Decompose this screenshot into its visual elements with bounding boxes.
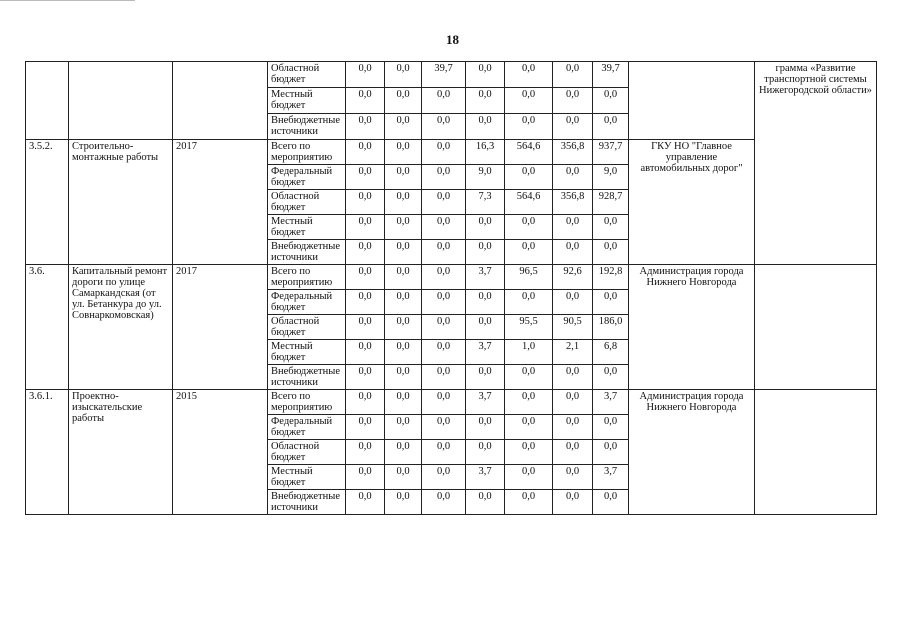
name-cell: Капитальный ремонт дороги по улице Самаркандская (от ул. Бетанкура до ул. Совнаркомовская) bbox=[69, 265, 173, 390]
executor-cell: Администрация города Нижнего Новгорода bbox=[629, 265, 755, 390]
value-cell: 0,0 bbox=[346, 340, 385, 365]
value-cell: 0,0 bbox=[553, 365, 593, 390]
value-cell: 0,0 bbox=[553, 490, 593, 515]
value-cell: 0,0 bbox=[422, 315, 466, 340]
year-cell: 2017 bbox=[173, 265, 268, 390]
value-cell: 3,7 bbox=[466, 390, 505, 415]
value-cell: 0,0 bbox=[553, 465, 593, 490]
value-cell: 16,3 bbox=[466, 140, 505, 165]
value-cell: 0,0 bbox=[593, 240, 629, 265]
value-cell: 0,0 bbox=[346, 140, 385, 165]
value-cell: 0,0 bbox=[385, 215, 422, 240]
value-cell: 0,0 bbox=[346, 62, 385, 88]
value-cell: 0,0 bbox=[553, 440, 593, 465]
value-cell: 564,6 bbox=[505, 190, 553, 215]
value-cell: 0,0 bbox=[466, 290, 505, 315]
value-cell: 0,0 bbox=[466, 114, 505, 140]
source-cell: Внебюджетные источники bbox=[268, 490, 346, 515]
value-cell: 0,0 bbox=[346, 165, 385, 190]
value-cell: 0,0 bbox=[553, 62, 593, 88]
source-cell: Местный бюджет bbox=[268, 340, 346, 365]
value-cell: 0,0 bbox=[385, 315, 422, 340]
value-cell: 0,0 bbox=[553, 215, 593, 240]
empty-cell bbox=[755, 390, 877, 515]
value-cell: 0,0 bbox=[466, 62, 505, 88]
value-cell: 3,7 bbox=[466, 340, 505, 365]
value-cell: 0,0 bbox=[466, 415, 505, 440]
value-cell: 0,0 bbox=[593, 290, 629, 315]
value-cell: 0,0 bbox=[422, 88, 466, 114]
value-cell: 0,0 bbox=[385, 62, 422, 88]
value-cell: 0,0 bbox=[505, 390, 553, 415]
value-cell: 0,0 bbox=[553, 165, 593, 190]
value-cell: 192,8 bbox=[593, 265, 629, 290]
value-cell: 0,0 bbox=[346, 190, 385, 215]
executor-cell: Администрация города Нижнего Новгорода bbox=[629, 390, 755, 515]
value-cell: 0,0 bbox=[505, 415, 553, 440]
value-cell: 0,0 bbox=[346, 490, 385, 515]
source-cell: Федеральный бюджет bbox=[268, 415, 346, 440]
value-cell: 0,0 bbox=[593, 215, 629, 240]
value-cell: 0,0 bbox=[593, 490, 629, 515]
value-cell: 0,0 bbox=[422, 415, 466, 440]
source-cell: Местный бюджет bbox=[268, 465, 346, 490]
value-cell: 3,7 bbox=[466, 465, 505, 490]
name-cell: Проектно-изыскательские работы bbox=[69, 390, 173, 515]
source-cell: Всего по мероприятию bbox=[268, 265, 346, 290]
value-cell: 0,0 bbox=[422, 465, 466, 490]
value-cell: 0,0 bbox=[385, 390, 422, 415]
source-cell: Местный бюджет bbox=[268, 88, 346, 114]
source-cell: Областной бюджет bbox=[268, 440, 346, 465]
value-cell: 0,0 bbox=[422, 140, 466, 165]
executor-cell: ГКУ НО "Главное управление автомобильных дорог" bbox=[629, 140, 755, 265]
value-cell: 0,0 bbox=[422, 390, 466, 415]
value-cell: 0,0 bbox=[553, 390, 593, 415]
value-cell: 0,0 bbox=[385, 190, 422, 215]
source-cell: Областной бюджет bbox=[268, 315, 346, 340]
code-cell: 3.6.1. bbox=[26, 390, 69, 515]
value-cell: 0,0 bbox=[346, 315, 385, 340]
value-cell: 0,0 bbox=[422, 440, 466, 465]
value-cell: 1,0 bbox=[505, 340, 553, 365]
year-cell bbox=[173, 62, 268, 140]
value-cell: 0,0 bbox=[553, 415, 593, 440]
value-cell: 0,0 bbox=[466, 240, 505, 265]
table-row bbox=[26, 62, 877, 88]
value-cell: 0,0 bbox=[593, 365, 629, 390]
code-cell bbox=[26, 62, 69, 140]
value-cell: 0,0 bbox=[505, 165, 553, 190]
side-note-cell: грамма «Развитие транспортной системы Нижегородской области» bbox=[755, 62, 877, 265]
year-cell: 2017 bbox=[173, 140, 268, 265]
value-cell: 0,0 bbox=[466, 88, 505, 114]
value-cell: 928,7 bbox=[593, 190, 629, 215]
value-cell: 0,0 bbox=[422, 190, 466, 215]
table-row bbox=[26, 140, 877, 165]
table-row bbox=[26, 265, 877, 290]
value-cell: 186,0 bbox=[593, 315, 629, 340]
value-cell: 0,0 bbox=[505, 114, 553, 140]
value-cell: 0,0 bbox=[385, 290, 422, 315]
value-cell: 0,0 bbox=[422, 240, 466, 265]
value-cell: 95,5 bbox=[505, 315, 553, 340]
value-cell: 0,0 bbox=[346, 415, 385, 440]
value-cell: 0,0 bbox=[505, 62, 553, 88]
value-cell: 0,0 bbox=[422, 165, 466, 190]
value-cell: 0,0 bbox=[422, 114, 466, 140]
value-cell: 0,0 bbox=[385, 365, 422, 390]
value-cell: 0,0 bbox=[553, 88, 593, 114]
value-cell: 356,8 bbox=[553, 140, 593, 165]
value-cell: 0,0 bbox=[505, 490, 553, 515]
value-cell: 0,0 bbox=[346, 114, 385, 140]
code-cell: 3.6. bbox=[26, 265, 69, 390]
value-cell: 0,0 bbox=[346, 390, 385, 415]
value-cell: 356,8 bbox=[553, 190, 593, 215]
value-cell: 937,7 bbox=[593, 140, 629, 165]
value-cell: 0,0 bbox=[385, 140, 422, 165]
value-cell: 6,8 bbox=[593, 340, 629, 365]
value-cell: 0,0 bbox=[466, 490, 505, 515]
value-cell: 0,0 bbox=[593, 114, 629, 140]
value-cell: 9,0 bbox=[466, 165, 505, 190]
value-cell: 9,0 bbox=[593, 165, 629, 190]
value-cell: 0,0 bbox=[553, 290, 593, 315]
value-cell: 0,0 bbox=[505, 440, 553, 465]
value-cell: 564,6 bbox=[505, 140, 553, 165]
value-cell: 0,0 bbox=[346, 88, 385, 114]
value-cell: 2,1 bbox=[553, 340, 593, 365]
value-cell: 39,7 bbox=[593, 62, 629, 88]
value-cell: 90,5 bbox=[553, 315, 593, 340]
value-cell: 0,0 bbox=[346, 290, 385, 315]
value-cell: 0,0 bbox=[553, 240, 593, 265]
name-cell: Строительно-монтажные работы bbox=[69, 140, 173, 265]
value-cell: 0,0 bbox=[466, 440, 505, 465]
empty-cell bbox=[755, 265, 877, 390]
source-cell: Внебюджетные источники bbox=[268, 114, 346, 140]
value-cell: 0,0 bbox=[505, 290, 553, 315]
value-cell: 0,0 bbox=[385, 265, 422, 290]
source-cell: Областной бюджет bbox=[268, 190, 346, 215]
code-cell: 3.5.2. bbox=[26, 140, 69, 265]
value-cell: 0,0 bbox=[385, 490, 422, 515]
value-cell: 92,6 bbox=[553, 265, 593, 290]
value-cell: 0,0 bbox=[346, 440, 385, 465]
page-number: 18 bbox=[446, 32, 459, 47]
source-cell: Всего по мероприятию bbox=[268, 140, 346, 165]
value-cell: 39,7 bbox=[422, 62, 466, 88]
source-cell: Областной бюджет bbox=[268, 62, 346, 88]
value-cell: 0,0 bbox=[505, 240, 553, 265]
value-cell: 0,0 bbox=[422, 290, 466, 315]
value-cell: 0,0 bbox=[385, 415, 422, 440]
scan-edge-line bbox=[0, 0, 135, 1]
value-cell: 0,0 bbox=[385, 340, 422, 365]
budget-table bbox=[25, 61, 877, 515]
value-cell: 0,0 bbox=[593, 440, 629, 465]
value-cell: 0,0 bbox=[385, 440, 422, 465]
year-cell: 2015 bbox=[173, 390, 268, 515]
value-cell: 0,0 bbox=[346, 465, 385, 490]
value-cell: 0,0 bbox=[346, 265, 385, 290]
value-cell: 0,0 bbox=[505, 465, 553, 490]
value-cell: 0,0 bbox=[505, 365, 553, 390]
source-cell: Местный бюджет bbox=[268, 215, 346, 240]
value-cell: 0,0 bbox=[505, 215, 553, 240]
value-cell: 3,7 bbox=[466, 265, 505, 290]
value-cell: 3,7 bbox=[593, 390, 629, 415]
source-cell: Федеральный бюджет bbox=[268, 290, 346, 315]
value-cell: 0,0 bbox=[553, 114, 593, 140]
source-cell: Всего по мероприятию bbox=[268, 390, 346, 415]
value-cell: 0,0 bbox=[346, 365, 385, 390]
value-cell: 96,5 bbox=[505, 265, 553, 290]
value-cell: 0,0 bbox=[422, 265, 466, 290]
value-cell: 0,0 bbox=[422, 340, 466, 365]
value-cell: 0,0 bbox=[385, 88, 422, 114]
name-cell bbox=[69, 62, 173, 140]
value-cell: 0,0 bbox=[422, 215, 466, 240]
value-cell: 3,7 bbox=[593, 465, 629, 490]
table-row bbox=[26, 390, 877, 415]
value-cell: 0,0 bbox=[385, 165, 422, 190]
source-cell: Внебюджетные источники bbox=[268, 240, 346, 265]
value-cell: 0,0 bbox=[466, 215, 505, 240]
executor-cell bbox=[629, 62, 755, 140]
value-cell: 0,0 bbox=[422, 490, 466, 515]
value-cell: 0,0 bbox=[593, 88, 629, 114]
source-cell: Федеральный бюджет bbox=[268, 165, 346, 190]
value-cell: 0,0 bbox=[422, 365, 466, 390]
value-cell: 0,0 bbox=[466, 365, 505, 390]
value-cell: 0,0 bbox=[385, 240, 422, 265]
source-cell: Внебюджетные источники bbox=[268, 365, 346, 390]
value-cell: 7,3 bbox=[466, 190, 505, 215]
value-cell: 0,0 bbox=[466, 315, 505, 340]
value-cell: 0,0 bbox=[385, 114, 422, 140]
value-cell: 0,0 bbox=[346, 215, 385, 240]
value-cell: 0,0 bbox=[593, 415, 629, 440]
value-cell: 0,0 bbox=[346, 240, 385, 265]
value-cell: 0,0 bbox=[385, 465, 422, 490]
value-cell: 0,0 bbox=[505, 88, 553, 114]
